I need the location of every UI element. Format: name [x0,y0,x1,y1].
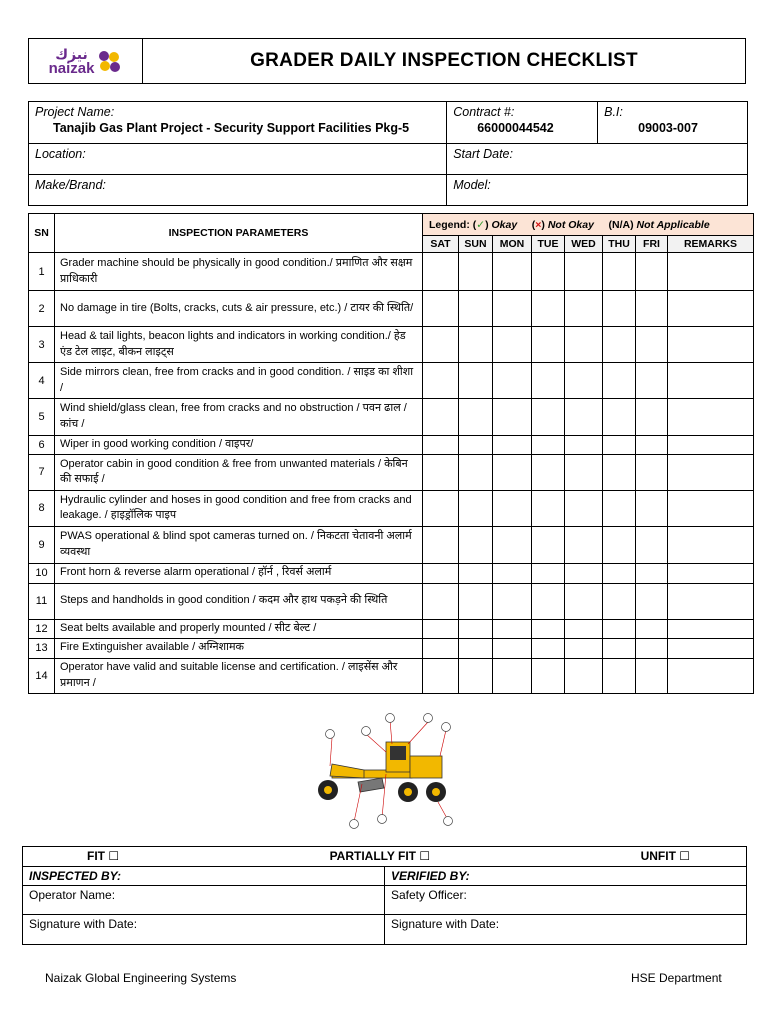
start-date-cell[interactable] [447,144,748,175]
partially-fit-checkbox[interactable]: PARTIALLY FIT ☐ [329,849,431,863]
row-parameter: PWAS operational & blind spot cameras turned on. / निकटता चेतावनी अलार्म व्यवस्था [55,526,423,563]
check-cell-tue[interactable] [532,291,565,327]
check-cell-mon[interactable] [493,658,532,693]
check-cell-sat[interactable] [423,291,459,327]
unfit-checkbox[interactable]: UNFIT ☐ [640,849,690,863]
day-header-thu: THU [603,236,636,253]
check-cell-sat[interactable] [423,399,459,436]
remarks-cell[interactable] [668,436,754,455]
not-ok-x-icon: × [535,218,542,231]
logo-arabic-text: نيزك [55,45,88,62]
row-sn: 13 [29,638,55,658]
model-cell[interactable] [447,175,748,206]
check-cell-mon[interactable] [493,436,532,455]
check-cell-thu[interactable] [603,399,636,436]
sign-off-table [22,846,747,945]
project-name-label: Project Name: [35,105,115,119]
check-cell-sat[interactable] [423,327,459,363]
row-parameter: Head & tail lights, beacon lights and indicators in working condition./ हेड एंड टेल लाइट, बीकन लाइट्स [55,327,423,363]
row-parameter: Grader machine should be physically in good condition./ प्रमाणित और सक्षम प्राधिकारी [55,253,423,291]
day-header-fri: FRI [636,236,668,253]
page-title: GRADER DAILY INSPECTION CHECKLIST [250,50,638,71]
check-cell-sat[interactable] [423,583,459,619]
naizak-logo [29,39,143,83]
check-cell-tue[interactable] [532,490,565,526]
table-row [29,658,754,693]
check-cell-thu[interactable] [603,490,636,526]
row-parameter: Hydraulic cylinder and hoses in good condition and free from cracks and leakage. / हाइड्रॉलिक पाइप [55,490,423,526]
row-sn: 14 [29,658,55,693]
check-cell-sun[interactable] [459,399,493,436]
row-sn: 4 [29,363,55,399]
remarks-cell[interactable] [668,619,754,638]
row-sn: 12 [29,619,55,638]
check-cell-fri[interactable] [636,563,668,583]
check-cell-wed[interactable] [565,658,603,693]
project-name-cell[interactable] [29,102,447,144]
check-cell-tue[interactable] [532,454,565,490]
row-sn: 11 [29,583,55,619]
check-cell-mon[interactable] [493,399,532,436]
table-row [29,583,754,619]
fit-checkbox[interactable]: FIT ☐ [87,849,120,863]
model-label: Model: [453,178,491,192]
check-cell-fri[interactable] [636,363,668,399]
check-cell-sat[interactable] [423,563,459,583]
check-cell-tue[interactable] [532,399,565,436]
legend-na-mark: (N/A) [608,218,634,231]
check-cell-mon[interactable] [493,454,532,490]
check-cell-thu[interactable] [603,526,636,563]
remarks-cell[interactable] [668,253,754,291]
check-cell-tue[interactable] [532,619,565,638]
grader-diagram [312,712,462,832]
contract-value: 66000044542 [477,121,554,135]
table-row [29,399,754,436]
check-cell-wed[interactable] [565,638,603,658]
legend-not-ok-text: Not Okay [547,218,594,231]
check-cell-fri[interactable] [636,583,668,619]
remarks-cell[interactable] [668,638,754,658]
row-parameter: Seat belts available and properly mounted / सीट बेल्ट / [55,619,423,638]
check-cell-tue[interactable] [532,436,565,455]
row-sn: 5 [29,399,55,436]
row-parameter: Wind shield/glass clean, free from cracks and no obstruction / पवन ढाल / कांच / [55,399,423,436]
table-row [29,563,754,583]
check-cell-fri[interactable] [636,253,668,291]
legend: Legend: (✓) Okay (×) Not Okay (N/A) Not Applicable [423,214,754,236]
check-cell-wed[interactable] [565,399,603,436]
check-cell-sun[interactable] [459,490,493,526]
legend-label: Legend: [429,218,470,231]
check-cell-mon[interactable] [493,291,532,327]
safety-officer-field[interactable]: Safety Officer: [385,886,747,915]
day-header-wed: WED [565,236,603,253]
sn-header: SN [29,214,55,253]
check-cell-mon[interactable] [493,619,532,638]
check-cell-sun[interactable] [459,658,493,693]
check-cell-sun[interactable] [459,583,493,619]
table-row [29,363,754,399]
check-cell-mon[interactable] [493,253,532,291]
logo-mark-icon [96,48,122,74]
row-parameter: Side mirrors clean, free from cracks and in good condition. / साइड का शीशा / [55,363,423,399]
parameters-header: INSPECTION PARAMETERS [55,214,423,253]
check-cell-sat[interactable] [423,490,459,526]
check-cell-sun[interactable] [459,327,493,363]
officer-signature-field[interactable]: Signature with Date: [385,915,747,945]
row-parameter: No damage in tire (Bolts, cracks, cuts & air pressure, etc.) / टायर की स्थिति/ [55,291,423,327]
day-header-mon: MON [493,236,532,253]
check-cell-wed[interactable] [565,253,603,291]
footer-company: Naizak Global Engineering Systems [45,971,237,985]
location-cell[interactable] [29,144,447,175]
check-cell-fri[interactable] [636,619,668,638]
remarks-cell[interactable] [668,490,754,526]
row-sn: 7 [29,454,55,490]
check-cell-fri[interactable] [636,454,668,490]
check-cell-fri[interactable] [636,526,668,563]
check-cell-fri[interactable] [636,327,668,363]
check-cell-tue[interactable] [532,638,565,658]
check-cell-thu[interactable] [603,363,636,399]
check-cell-tue[interactable] [532,526,565,563]
check-cell-wed[interactable] [565,526,603,563]
bi-value: 09003-007 [638,121,698,135]
check-cell-sat[interactable] [423,436,459,455]
check-cell-mon[interactable] [493,490,532,526]
check-cell-fri[interactable] [636,291,668,327]
row-sn: 3 [29,327,55,363]
check-cell-tue[interactable] [532,327,565,363]
legend-ok-text: Okay [491,218,518,231]
contract-cell[interactable] [447,102,598,144]
row-sn: 2 [29,291,55,327]
check-cell-mon[interactable] [493,363,532,399]
check-cell-tue[interactable] [532,583,565,619]
check-cell-sun[interactable] [459,526,493,563]
check-cell-mon[interactable] [493,327,532,363]
check-cell-wed[interactable] [565,619,603,638]
check-cell-thu[interactable] [603,583,636,619]
operator-signature-field[interactable]: Signature with Date: [23,915,385,945]
check-cell-sun[interactable] [459,454,493,490]
check-cell-sun[interactable] [459,563,493,583]
table-row [29,327,754,363]
check-cell-sat[interactable] [423,363,459,399]
day-header-tue: TUE [532,236,565,253]
check-cell-thu[interactable] [603,563,636,583]
check-cell-sun[interactable] [459,436,493,455]
row-sn: 6 [29,436,55,455]
check-cell-thu[interactable] [603,638,636,658]
check-cell-sun[interactable] [459,619,493,638]
check-cell-sun[interactable] [459,253,493,291]
check-cell-fri[interactable] [636,399,668,436]
project-info-table [28,101,748,206]
operator-name-field[interactable]: Operator Name: [23,886,385,915]
row-sn: 10 [29,563,55,583]
row-parameter: Steps and handholds in good condition / कदम और हाथ पकड़ने की स्थिति [55,583,423,619]
table-row [29,526,754,563]
check-cell-wed[interactable] [565,291,603,327]
check-cell-thu[interactable] [603,253,636,291]
inspected-by-heading: INSPECTED BY: [23,867,385,886]
check-cell-sat[interactable] [423,658,459,693]
fitness-row [23,847,747,867]
table-row [29,436,754,455]
remarks-cell[interactable] [668,526,754,563]
check-cell-tue[interactable] [532,253,565,291]
footer-department: HSE Department [631,971,722,985]
verified-by-heading: VERIFIED BY: [385,867,747,886]
remarks-cell[interactable] [668,327,754,363]
start-date-label: Start Date: [453,147,513,161]
day-header-sun: SUN [459,236,493,253]
check-cell-fri[interactable] [636,658,668,693]
make-brand-label: Make/Brand: [35,178,106,192]
bi-label: B.I: [604,105,623,119]
check-cell-thu[interactable] [603,658,636,693]
bi-cell[interactable] [598,102,748,144]
check-cell-wed[interactable] [565,583,603,619]
check-cell-mon[interactable] [493,563,532,583]
table-row [29,454,754,490]
check-cell-sat[interactable] [423,526,459,563]
check-cell-thu[interactable] [603,291,636,327]
legend-na-text: Not Applicable [636,218,710,231]
row-parameter: Wiper in good working condition / वाइपर/ [55,436,423,455]
table-row [29,490,754,526]
table-row [29,638,754,658]
check-cell-fri[interactable] [636,638,668,658]
check-cell-mon[interactable] [493,526,532,563]
check-cell-fri[interactable] [636,490,668,526]
check-cell-tue[interactable] [532,563,565,583]
document-header [28,38,746,84]
check-cell-sun[interactable] [459,291,493,327]
check-cell-thu[interactable] [603,619,636,638]
row-parameter: Operator cabin in good condition & free from unwanted materials / केबिन की सफाई / [55,454,423,490]
remarks-cell[interactable] [668,563,754,583]
remarks-cell[interactable] [668,291,754,327]
check-cell-wed[interactable] [565,363,603,399]
make-brand-cell[interactable] [29,175,447,206]
check-cell-fri[interactable] [636,436,668,455]
row-parameter: Fire Extinguisher available / अग्निशामक [55,638,423,658]
check-cell-sat[interactable] [423,253,459,291]
check-cell-sun[interactable] [459,363,493,399]
check-cell-thu[interactable] [603,436,636,455]
inspection-table [28,213,754,694]
check-cell-sat[interactable] [423,638,459,658]
check-cell-sat[interactable] [423,619,459,638]
project-name-value: Tanajib Gas Plant Project - Security Support Facilities Pkg-5 [53,121,410,135]
check-cell-thu[interactable] [603,454,636,490]
check-cell-wed[interactable] [565,436,603,455]
row-sn: 1 [29,253,55,291]
row-parameter: Operator have valid and suitable license and certification. / लाइसेंस और प्रमाणन / [55,658,423,693]
check-cell-wed[interactable] [565,327,603,363]
table-row [29,253,754,291]
check-cell-sat[interactable] [423,454,459,490]
location-label: Location: [35,147,86,161]
remarks-cell[interactable] [668,658,754,693]
check-cell-wed[interactable] [565,454,603,490]
remarks-cell[interactable] [668,399,754,436]
remarks-cell[interactable] [668,583,754,619]
check-cell-mon[interactable] [493,638,532,658]
check-cell-thu[interactable] [603,327,636,363]
check-cell-tue[interactable] [532,658,565,693]
contract-label: Contract #: [453,105,515,119]
check-cell-wed[interactable] [565,490,603,526]
check-cell-mon[interactable] [493,583,532,619]
check-cell-tue[interactable] [532,363,565,399]
remarks-header: REMARKS [668,236,754,253]
table-row [29,291,754,327]
ok-check-icon: ✓ [476,218,486,231]
logo-english-text: naizak [48,59,95,77]
check-cell-sun[interactable] [459,638,493,658]
remarks-cell[interactable] [668,363,754,399]
inspection-rows [29,253,754,694]
row-sn: 8 [29,490,55,526]
remarks-cell[interactable] [668,454,754,490]
row-parameter: Front horn & reverse alarm operational / हॉर्न , रिवर्स अलार्म [55,563,423,583]
row-sn: 9 [29,526,55,563]
check-cell-wed[interactable] [565,563,603,583]
table-row [29,619,754,638]
day-header-sat: SAT [423,236,459,253]
